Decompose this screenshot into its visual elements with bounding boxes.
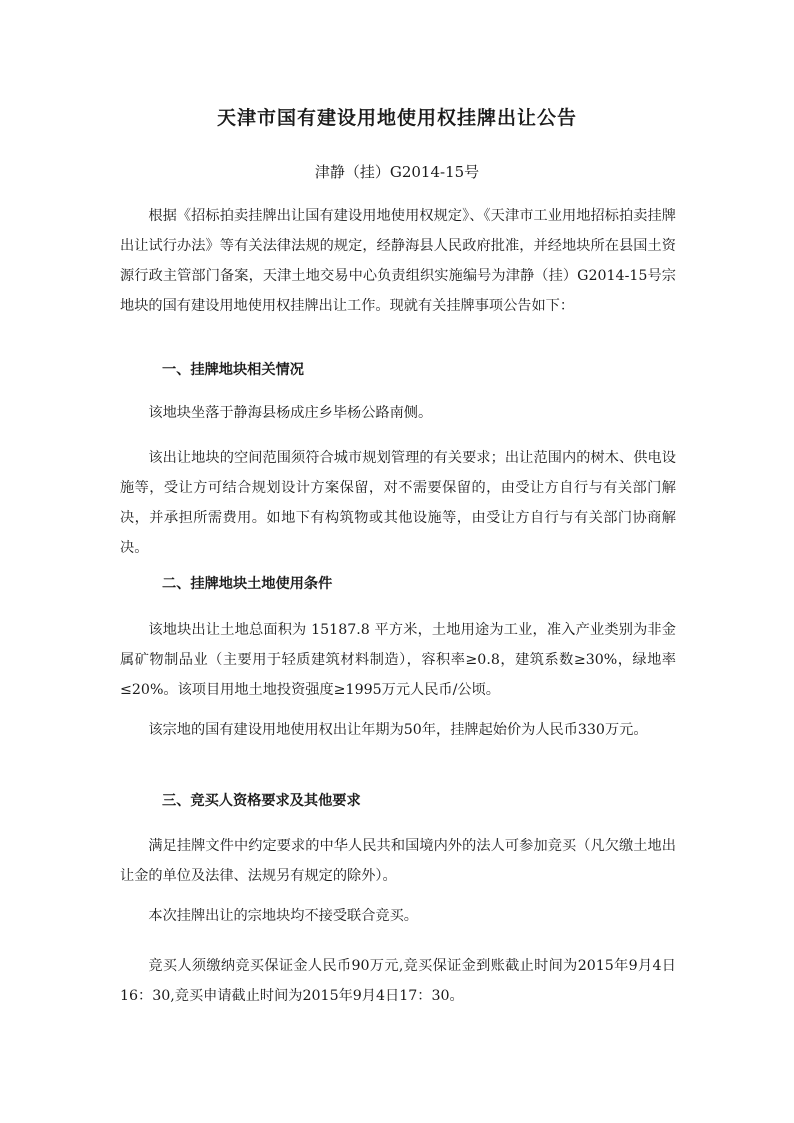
document-title: 天津市国有建设用地使用权挂牌出让公告 (216, 107, 577, 129)
section-3-paragraph-1: 满足挂牌文件中约定要求的中华人民共和国境内外的法人可参加竞买（凡欠缴土地出让金的单位及法律、法规另有规定的除外）。 (120, 838, 676, 884)
section-2-heading: 二、挂牌地块土地使用条件 (162, 576, 333, 592)
intro-paragraph: 根据《招标拍卖挂牌出让国有建设用地使用权规定》、《天津市工业用地招标拍卖挂牌出让试行办法》等有关法律法规的规定，经静海县人民政府批准，并经地块所在县国土资源行政主管部门备案，天津土地交易中心负责组织实施编号为津静（挂）G2014-15号宗地块的国有建设用地使用权挂牌出让工作。现就有关挂牌事项公告如下： (120, 208, 676, 314)
section-3-heading: 三、竞买人资格要求及其他要求 (162, 793, 361, 809)
document-number: 津静（挂）G2014-15号 (314, 163, 480, 181)
section-1-heading: 一、挂牌地块相关情况 (162, 362, 304, 378)
section-2-paragraph-2: 该宗地的国有建设用地使用权出让年期为50年，挂牌起始价为人民币330万元。 (148, 722, 648, 738)
section-1-paragraph-1: 该地块坐落于静海县杨成庄乡毕杨公路南侧。 (148, 405, 433, 421)
section-1-paragraph-2: 该出让地块的空间范围须符合城市规划管理的有关要求；出让范围内的树木、供电设施等，受让方可结合规划设计方案保留，对不需要保留的，由受让方自行与有关部门解决，并承担所需费用。如地下有构筑物或其他设施等，由受让方自行与有关部门协商解决。 (120, 450, 676, 556)
section-3-paragraph-2: 本次挂牌出让的宗地块均不接受联合竞买。 (148, 908, 418, 924)
section-3-paragraph-3: 竞买人须缴纳竞买保证金人民币90万元,竞买保证金到账截止时间为2015年9月4日16：30,竞买申请截止时间为2015年9月4日17：30。 (120, 958, 676, 1004)
section-2-paragraph-1: 该地块出让土地总面积为 15187.8 平方米，土地用途为工业，准入产业类别为非金属矿物制品业（主要用于轻质建筑材料制造），容积率≥0.8，建筑系数≥30%，绿地率≤20%。该项目用地土地投资强度≥1995万元人民币/公顷。 (120, 622, 676, 698)
